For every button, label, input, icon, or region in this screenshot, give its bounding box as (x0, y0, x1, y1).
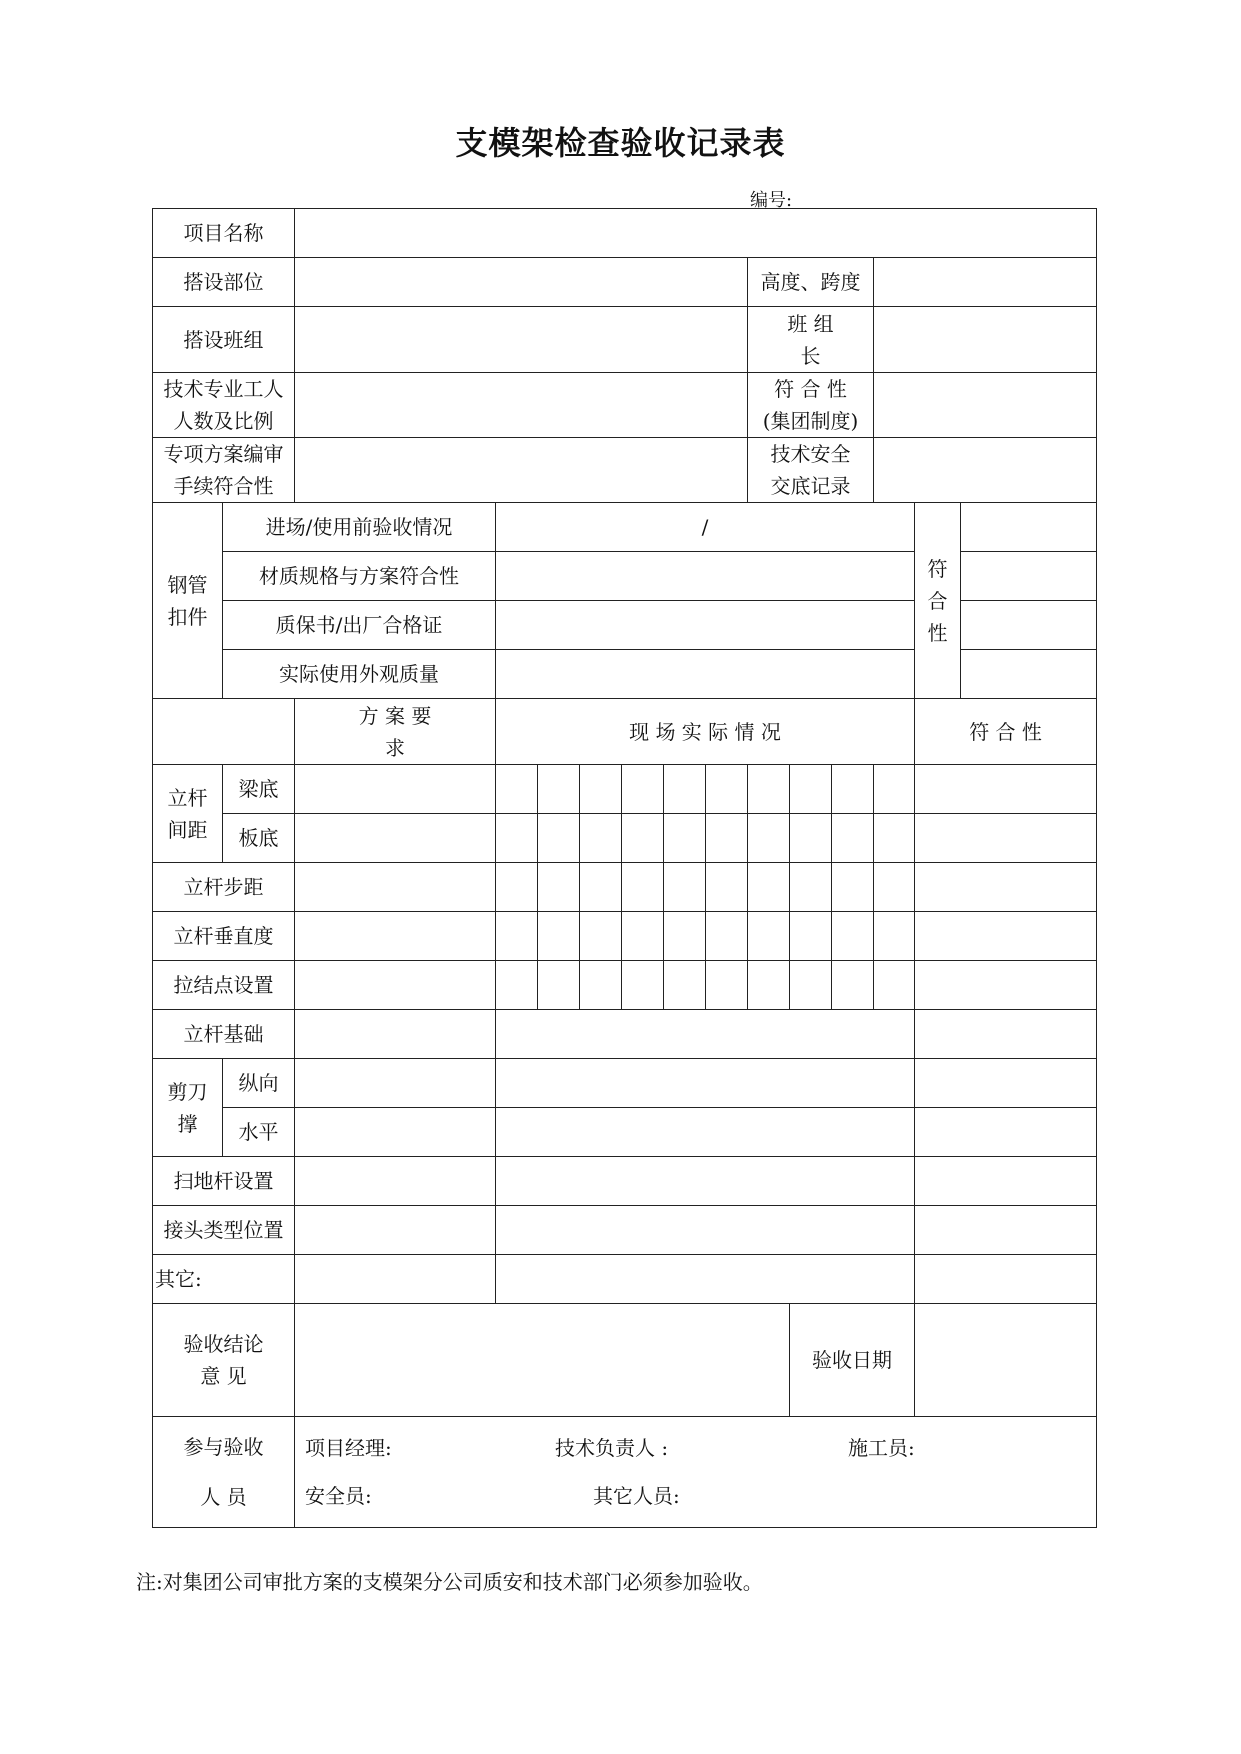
site-cell[interactable] (832, 765, 874, 814)
site-cell[interactable] (664, 765, 706, 814)
pole-spacing-line-1: 立杆 (167, 785, 208, 810)
steel-group-label (153, 503, 223, 699)
group-compliance-line-2: (集团制度) (762, 409, 859, 433)
scheme-line-2: 手续符合性 (173, 474, 274, 498)
other-label: 其它: (153, 1255, 295, 1304)
site-cell[interactable] (706, 863, 748, 912)
pole-spacing-line-2: 间距 (167, 817, 208, 842)
plan-header-line-2: 求 (385, 735, 405, 760)
site-cell[interactable] (496, 912, 538, 961)
site-cell[interactable] (622, 912, 664, 961)
site-cell[interactable] (832, 912, 874, 961)
acceptance-date-label: 验收日期 (790, 1304, 915, 1417)
participants-label (153, 1417, 295, 1528)
site-cell[interactable] (622, 814, 664, 863)
steel-item-value[interactable] (496, 601, 915, 650)
plan-cell[interactable] (295, 1157, 496, 1206)
site-cell[interactable] (790, 961, 832, 1010)
brace-line-2: 撑 (177, 1111, 198, 1136)
team-leader-field[interactable] (874, 307, 1097, 373)
site-cell[interactable] (664, 814, 706, 863)
site-cell[interactable] (580, 863, 622, 912)
site-cell[interactable] (706, 961, 748, 1010)
compliance-cell[interactable] (915, 765, 1097, 814)
group-compliance-field[interactable] (874, 373, 1097, 438)
site-cell[interactable] (664, 961, 706, 1010)
tech-lead-label: 技术负责人 : (555, 1436, 669, 1460)
site-cell[interactable] (496, 1108, 915, 1157)
site-cell[interactable] (538, 912, 580, 961)
plan-cell[interactable] (295, 863, 496, 912)
compliance-cell[interactable] (915, 814, 1097, 863)
plan-cell[interactable] (295, 961, 496, 1010)
horizontal-label: 水平 (223, 1108, 295, 1157)
site-cell[interactable] (538, 961, 580, 1010)
site-cell[interactable] (832, 814, 874, 863)
plan-cell[interactable] (295, 1108, 496, 1157)
site-cell[interactable] (874, 961, 915, 1010)
steel-item-label: 实际使用外观质量 (223, 650, 496, 699)
site-cell[interactable] (664, 912, 706, 961)
steel-item-label: 进场/使用前验收情况 (223, 503, 496, 552)
site-cell[interactable] (874, 863, 915, 912)
site-cell[interactable] (496, 1206, 915, 1255)
safety-officer-label: 安全员: (305, 1484, 372, 1508)
site-cell[interactable] (874, 814, 915, 863)
other-people-label: 其它人员: (593, 1484, 680, 1508)
plan-requirement-header (295, 699, 496, 765)
steel-item-value[interactable] (496, 552, 915, 601)
pole-step-label: 立杆步距 (153, 863, 295, 912)
site-cell[interactable] (748, 863, 790, 912)
participants-line-2: 人 员 (200, 1485, 247, 1509)
conclusion-label (153, 1304, 295, 1417)
briefing-label (748, 438, 874, 503)
location-label: 搭设部位 (153, 258, 295, 307)
signature-row-2 (295, 1472, 1096, 1520)
scheme-field[interactable] (295, 438, 748, 503)
site-cell[interactable] (664, 863, 706, 912)
compliance-cell[interactable] (915, 1255, 1097, 1304)
site-cell[interactable] (538, 863, 580, 912)
site-cell[interactable] (580, 961, 622, 1010)
site-cell[interactable] (496, 961, 538, 1010)
steel-compliance-field[interactable] (961, 601, 1097, 650)
steel-item-value[interactable]: / (496, 503, 915, 552)
team-leader-label (748, 307, 874, 373)
workers-label (153, 373, 295, 438)
compliance-cell[interactable] (915, 1206, 1097, 1255)
team-field[interactable] (295, 307, 748, 373)
steel-group-line-1: 钢管 (167, 572, 208, 597)
site-cell[interactable] (748, 765, 790, 814)
conclusion-field[interactable] (295, 1304, 790, 1417)
workers-line-1: 技术专业工人 (163, 377, 284, 401)
compliance-cell[interactable] (915, 1059, 1097, 1108)
site-cell[interactable] (580, 814, 622, 863)
compliance-cell[interactable] (915, 1010, 1097, 1059)
steel-compliance-char-1: 符 (927, 556, 948, 581)
project-name-field[interactable] (295, 209, 1097, 258)
site-condition-header: 现 场 实 际 情 况 (496, 699, 915, 765)
site-cell[interactable] (580, 765, 622, 814)
compliance-cell[interactable] (915, 1108, 1097, 1157)
inspection-table (152, 208, 1097, 1528)
site-cell[interactable] (790, 814, 832, 863)
signature-row-1 (295, 1424, 1096, 1472)
height-span-label: 高度、跨度 (748, 258, 874, 307)
briefing-field[interactable] (874, 438, 1097, 503)
site-cell[interactable] (538, 814, 580, 863)
builder-label: 施工员: (848, 1436, 915, 1460)
steel-compliance-field[interactable] (961, 650, 1097, 699)
site-cell[interactable] (790, 765, 832, 814)
beam-bottom-label: 梁底 (223, 765, 295, 814)
compliance-cell[interactable] (915, 1157, 1097, 1206)
site-cell[interactable] (496, 1010, 915, 1059)
site-cell[interactable] (538, 765, 580, 814)
longitudinal-label: 纵向 (223, 1059, 295, 1108)
plan-cell[interactable] (295, 1206, 496, 1255)
plan-cell[interactable] (295, 1059, 496, 1108)
scheme-label (153, 438, 295, 503)
site-cell[interactable] (874, 912, 915, 961)
pole-spacing-label (153, 765, 223, 863)
site-cell[interactable] (580, 912, 622, 961)
steel-item-value[interactable] (496, 650, 915, 699)
steel-compliance-char-2: 合 (927, 588, 948, 613)
group-compliance-line-1: 符 合 性 (774, 377, 847, 401)
site-cell[interactable] (748, 912, 790, 961)
project-manager-label: 项目经理: (305, 1436, 392, 1460)
steel-group-line-2: 扣件 (167, 604, 208, 629)
footnote: 注:对集团公司审批方案的支模架分公司质安和技术部门必须参加验收。 (136, 1570, 763, 1594)
site-cell[interactable] (496, 814, 538, 863)
steel-item-label: 材质规格与方案符合性 (223, 552, 496, 601)
team-label: 搭设班组 (153, 307, 295, 373)
briefing-line-1: 技术安全 (770, 442, 851, 466)
steel-compliance-field[interactable] (961, 503, 1097, 552)
number-label: 编号: (750, 190, 793, 211)
site-cell[interactable] (496, 1059, 915, 1108)
site-cell[interactable] (496, 1157, 915, 1206)
participants-field[interactable] (295, 1417, 1097, 1528)
team-leader-line-2: 长 (800, 343, 821, 368)
tie-points-label: 拉结点设置 (153, 961, 295, 1010)
steel-compliance-field[interactable] (961, 552, 1097, 601)
compliance-cell[interactable] (915, 961, 1097, 1010)
participants-line-1: 参与验收 (183, 1435, 264, 1459)
brace-label (153, 1059, 223, 1157)
site-cell[interactable] (748, 814, 790, 863)
slab-bottom-label: 板底 (223, 814, 295, 863)
header-blank (153, 699, 295, 765)
site-cell[interactable] (832, 961, 874, 1010)
site-cell[interactable] (622, 765, 664, 814)
site-cell[interactable] (706, 765, 748, 814)
form-title: 支模架检查验收记录表 (455, 124, 786, 162)
conclusion-line-2: 意 见 (200, 1364, 247, 1388)
location-field[interactable] (295, 258, 748, 307)
site-cell[interactable] (706, 912, 748, 961)
briefing-line-2: 交底记录 (770, 474, 851, 498)
workers-field[interactable] (295, 373, 748, 438)
site-cell[interactable] (790, 863, 832, 912)
project-name-label: 项目名称 (153, 209, 295, 258)
steel-compliance-char-3: 性 (927, 620, 948, 645)
height-span-field[interactable] (874, 258, 1097, 307)
scheme-line-1: 专项方案编审 (163, 442, 284, 466)
plan-cell[interactable] (295, 1010, 496, 1059)
acceptance-date-field[interactable] (915, 1304, 1097, 1417)
joint-label: 接头类型位置 (153, 1206, 295, 1255)
site-cell[interactable] (790, 912, 832, 961)
compliance-cell[interactable] (915, 912, 1097, 961)
pole-vertical-label: 立杆垂直度 (153, 912, 295, 961)
compliance-cell[interactable] (915, 863, 1097, 912)
sweep-rod-label: 扫地杆设置 (153, 1157, 295, 1206)
plan-header-line-1: 方 案 要 (358, 703, 432, 728)
site-cell[interactable] (496, 863, 538, 912)
site-cell[interactable] (496, 1255, 915, 1304)
site-cell[interactable] (748, 961, 790, 1010)
team-leader-line-1: 班 组 (787, 311, 834, 336)
plan-cell[interactable] (295, 1255, 496, 1304)
site-cell[interactable] (496, 765, 538, 814)
compliance-header: 符 合 性 (915, 699, 1097, 765)
plan-cell[interactable] (295, 765, 496, 814)
site-cell[interactable] (832, 863, 874, 912)
steel-compliance-label (915, 503, 961, 699)
brace-line-1: 剪刀 (167, 1079, 208, 1104)
plan-cell[interactable] (295, 814, 496, 863)
site-cell[interactable] (622, 863, 664, 912)
group-compliance-label (748, 373, 874, 438)
site-cell[interactable] (706, 814, 748, 863)
site-cell[interactable] (874, 765, 915, 814)
conclusion-line-1: 验收结论 (183, 1332, 264, 1356)
pole-base-label: 立杆基础 (153, 1010, 295, 1059)
workers-line-2: 人数及比例 (173, 409, 274, 433)
plan-cell[interactable] (295, 912, 496, 961)
steel-item-label: 质保书/出厂合格证 (223, 601, 496, 650)
site-cell[interactable] (622, 961, 664, 1010)
